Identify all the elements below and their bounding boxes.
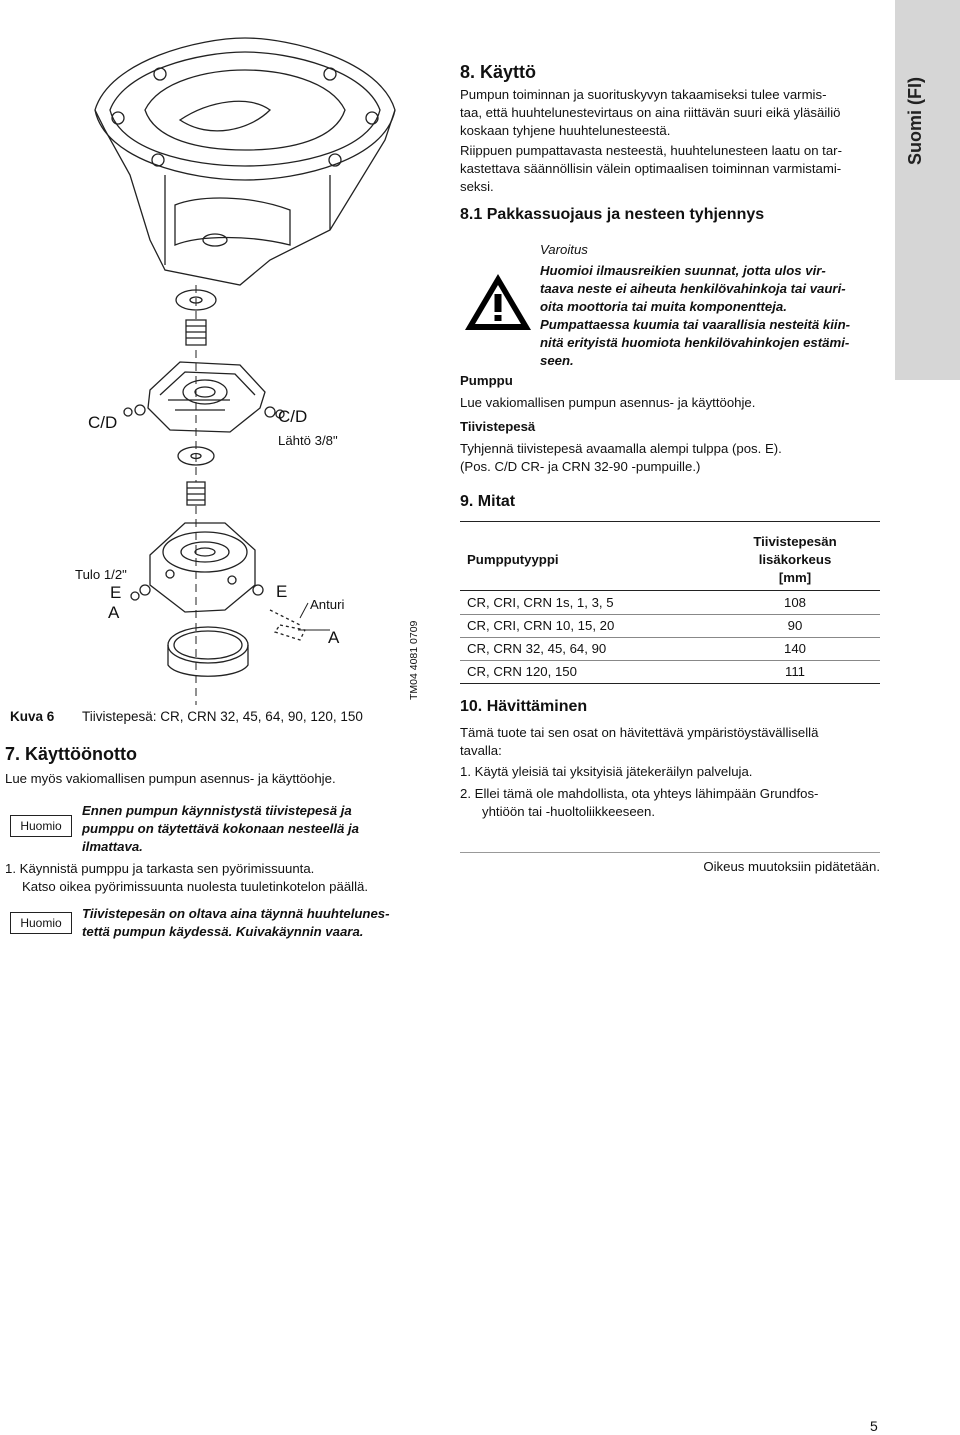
table-header-height: Tiivistepesän lisäkorkeus [mm]: [753, 534, 837, 585]
section8-para2: Riippuen pumpattavasta nesteestä, huuhtelunesteen laatu on tar- kastettava säännöllisin välein optimaalisen toiminnan varmistami- seksi.: [460, 143, 842, 194]
label-e-right: E: [276, 582, 288, 601]
rights-reserved: Oikeus muutoksiin pidätetään.: [703, 859, 880, 874]
page-number: 5: [870, 1418, 878, 1434]
seal-housing-drawing: [0, 0, 455, 705]
table-row: CR, CRI, CRN 1s, 1, 3, 5 108: [460, 592, 880, 615]
section7-intro: Lue myös vakiomallisen pumpun asennus- ja käyttöohje.: [5, 771, 336, 786]
figure-caption-text: Tiivistepesä: CR, CRN 32, 45, 64, 90, 120, 150: [82, 709, 363, 724]
section81-heading: 8.1 Pakkassuojaus ja nesteen tyhjennys: [460, 206, 765, 223]
language-tab: Suomi (FI): [895, 0, 960, 380]
label-outlet: Lähtö 3/8": [278, 433, 338, 448]
note-label-1: Huomio: [10, 815, 72, 837]
label-cd-right: C/D: [278, 407, 308, 426]
pump-label: Pumppu: [460, 373, 513, 388]
label-sensor: Anturi: [310, 597, 345, 612]
label-inlet: Tulo 1/2": [75, 567, 127, 582]
section8-heading: 8. Käyttö: [460, 62, 537, 82]
section10-item2: 2. Ellei tämä ole mahdollista, ota yhteys lähimpään Grundfos- yhtiöön tai -huoltoliikkeeseen.: [460, 786, 819, 819]
warning-text: Huomioi ilmausreikien suunnat, jotta ulos vir- taava neste ei aiheuta henkilövahinkoja tai vauri- oita moottoria tai muita komponentteja. Pumpattaessa kuumia tai vaarallisia nesteitä kiin- nitä erityistä huomiota henkilövahinkojen estämi- seen.: [540, 263, 851, 368]
table-row: CR, CRN 120, 150 111: [460, 661, 880, 684]
lower-housing: [150, 523, 255, 612]
label-a-left: A: [108, 603, 120, 622]
section7-heading: 7. Käyttöönotto: [5, 744, 137, 764]
note1-text: Ennen pumpun käynnistystä tiivistepesä ja pumppu on täytettävä kokonaan nesteellä ja ilmattava.: [82, 803, 360, 854]
seal-label: Tiivistepesä: [460, 419, 536, 434]
label-a-right: A: [328, 628, 340, 647]
note-label-2: Huomio: [10, 912, 72, 934]
section10-heading: 10. Hävittäminen: [460, 698, 588, 715]
warning-icon: [462, 270, 534, 334]
label-e-left: E: [110, 583, 122, 602]
table-header-type: Pumpputyyppi: [467, 552, 559, 567]
table-row: CR, CRI, CRN 10, 15, 20 90: [460, 615, 880, 638]
seal-text: Tyhjennä tiivistepesä avaamalla alempi tulppa (pos. E). (Pos. C/D CR- ja CRN 32-90 -pumpuille.): [460, 441, 782, 474]
warning-title: Varoitus: [540, 242, 588, 257]
pump-text: Lue vakiomallisen pumpun asennus- ja käyttöohje.: [460, 395, 756, 410]
section10-item1: 1. Käytä yleisiä tai yksityisiä jätekeräilyn palveluja.: [460, 764, 753, 779]
dimensions-table: [460, 592, 880, 684]
label-cd-left: C/D: [88, 413, 118, 432]
housing-flange: [95, 38, 395, 180]
section8-para1: Pumpun toiminnan ja suorituskyvyn takaamiseksi tulee varmis- taa, että huuhtelunestevirtaus on aina riittävän suuri eikä yläsäiliö koskaan tyhjene huuhtelunesteestä.: [460, 87, 841, 138]
table-row: CR, CRN 32, 45, 64, 90 140: [460, 638, 880, 661]
section7-step1: 1. Käynnistä pumppu ja tarkasta sen pyörimissuunta. Katso oikea pyörimissuunta nuolesta tuuletinkotelon päällä.: [5, 861, 369, 894]
note2-text: Tiivistepesän on oltava aina täynnä huuhtelunes- tettä pumpun käydessä. Kuivakäynnin vaara.: [82, 906, 390, 939]
figure-caption-label: Kuva 6: [10, 709, 55, 724]
section9-heading: 9. Mitat: [460, 493, 516, 510]
drawing-code: TM04 4081 0709: [408, 620, 420, 700]
section10-intro: Tämä tuote tai sen osat on hävitettävä ympäristöystävällisellä tavalla:: [460, 725, 819, 758]
